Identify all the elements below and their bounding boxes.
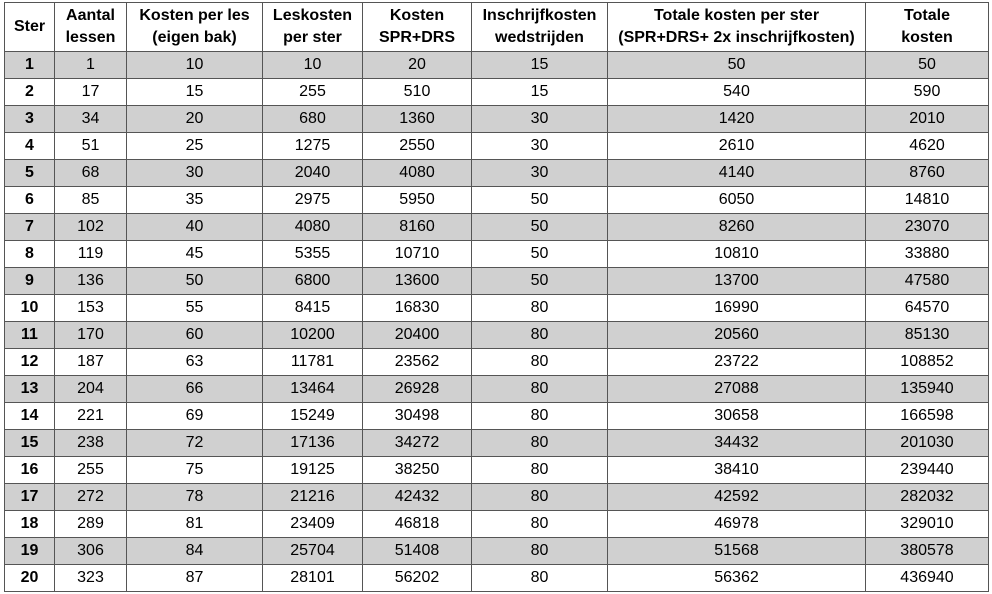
table-row bbox=[5, 457, 989, 484]
cell-leskosten-per-ster: 5355 bbox=[263, 241, 363, 268]
cell-ster: 7 bbox=[5, 214, 55, 241]
header-inschrijfkosten bbox=[472, 3, 608, 52]
cell-inschrijfkosten: 30 bbox=[472, 106, 608, 133]
cell-kosten-spr-drs: 1360 bbox=[363, 106, 472, 133]
cell-inschrijfkosten: 80 bbox=[472, 484, 608, 511]
cell-totale-kosten: 108852 bbox=[866, 349, 989, 376]
cell-ster: 20 bbox=[5, 565, 55, 592]
cell-kosten-spr-drs: 20400 bbox=[363, 322, 472, 349]
cell-leskosten-per-ster: 6800 bbox=[263, 268, 363, 295]
cell-inschrijfkosten: 30 bbox=[472, 133, 608, 160]
header-line: wedstrijden bbox=[495, 29, 584, 46]
header-aantal-lessen bbox=[55, 3, 127, 52]
cell-totale-kosten-per-ster: 4140 bbox=[608, 160, 866, 187]
header-line: Totale bbox=[904, 7, 950, 24]
header-row bbox=[5, 3, 989, 52]
cell-totale-kosten: 282032 bbox=[866, 484, 989, 511]
cell-aantal-lessen: 187 bbox=[55, 349, 127, 376]
cell-inschrijfkosten: 30 bbox=[472, 160, 608, 187]
cell-totale-kosten: 590 bbox=[866, 79, 989, 106]
cell-totale-kosten-per-ster: 16990 bbox=[608, 295, 866, 322]
table-row bbox=[5, 565, 989, 592]
cell-kosten-spr-drs: 46818 bbox=[363, 511, 472, 538]
cell-kosten-spr-drs: 26928 bbox=[363, 376, 472, 403]
cell-totale-kosten: 64570 bbox=[866, 295, 989, 322]
table-row bbox=[5, 241, 989, 268]
cell-leskosten-per-ster: 4080 bbox=[263, 214, 363, 241]
cell-kosten-per-les: 35 bbox=[127, 187, 263, 214]
cell-totale-kosten: 166598 bbox=[866, 403, 989, 430]
cell-leskosten-per-ster: 23409 bbox=[263, 511, 363, 538]
header-line: Kosten per les bbox=[139, 7, 250, 24]
cell-ster: 15 bbox=[5, 430, 55, 457]
cell-kosten-spr-drs: 42432 bbox=[363, 484, 472, 511]
cell-inschrijfkosten: 50 bbox=[472, 268, 608, 295]
header-line: SPR+DRS bbox=[378, 29, 456, 46]
cell-inschrijfkosten: 80 bbox=[472, 349, 608, 376]
cell-totale-kosten: 2010 bbox=[866, 106, 989, 133]
cell-leskosten-per-ster: 8415 bbox=[263, 295, 363, 322]
cell-kosten-spr-drs: 510 bbox=[363, 79, 472, 106]
cell-kosten-spr-drs: 16830 bbox=[363, 295, 472, 322]
table-row bbox=[5, 268, 989, 295]
header-line: Aantal bbox=[66, 7, 115, 24]
cell-totale-kosten-per-ster: 13700 bbox=[608, 268, 866, 295]
cell-ster: 2 bbox=[5, 79, 55, 106]
cost-table-container bbox=[4, 2, 989, 592]
cell-kosten-spr-drs: 8160 bbox=[363, 214, 472, 241]
cell-inschrijfkosten: 80 bbox=[472, 403, 608, 430]
table-row bbox=[5, 322, 989, 349]
cell-aantal-lessen: 255 bbox=[55, 457, 127, 484]
table-row bbox=[5, 349, 989, 376]
header-line: Ster bbox=[13, 18, 46, 35]
cell-kosten-spr-drs: 4080 bbox=[363, 160, 472, 187]
cell-kosten-per-les: 50 bbox=[127, 268, 263, 295]
cell-kosten-per-les: 63 bbox=[127, 349, 263, 376]
header-line: Totale kosten per ster bbox=[653, 7, 820, 24]
cell-totale-kosten: 85130 bbox=[866, 322, 989, 349]
table-row bbox=[5, 538, 989, 565]
cell-kosten-per-les: 84 bbox=[127, 538, 263, 565]
header-line: Leskosten bbox=[272, 7, 353, 24]
cell-totale-kosten-per-ster: 34432 bbox=[608, 430, 866, 457]
table-row bbox=[5, 79, 989, 106]
cell-totale-kosten: 239440 bbox=[866, 457, 989, 484]
cell-aantal-lessen: 289 bbox=[55, 511, 127, 538]
header-line: (eigen bak) bbox=[152, 29, 237, 46]
cell-totale-kosten: 4620 bbox=[866, 133, 989, 160]
header-ster bbox=[5, 3, 55, 52]
cell-kosten-per-les: 40 bbox=[127, 214, 263, 241]
cell-totale-kosten-per-ster: 20560 bbox=[608, 322, 866, 349]
table-row bbox=[5, 295, 989, 322]
cell-totale-kosten-per-ster: 6050 bbox=[608, 187, 866, 214]
cell-leskosten-per-ster: 1275 bbox=[263, 133, 363, 160]
cell-ster: 5 bbox=[5, 160, 55, 187]
table-row bbox=[5, 511, 989, 538]
cell-aantal-lessen: 170 bbox=[55, 322, 127, 349]
cell-aantal-lessen: 136 bbox=[55, 268, 127, 295]
cell-ster: 11 bbox=[5, 322, 55, 349]
cell-ster: 10 bbox=[5, 295, 55, 322]
cell-totale-kosten-per-ster: 23722 bbox=[608, 349, 866, 376]
cell-ster: 1 bbox=[5, 52, 55, 79]
cell-leskosten-per-ster: 15249 bbox=[263, 403, 363, 430]
cell-totale-kosten-per-ster: 46978 bbox=[608, 511, 866, 538]
cell-inschrijfkosten: 80 bbox=[472, 538, 608, 565]
cell-aantal-lessen: 221 bbox=[55, 403, 127, 430]
table-row bbox=[5, 376, 989, 403]
cell-kosten-per-les: 25 bbox=[127, 133, 263, 160]
cell-inschrijfkosten: 80 bbox=[472, 430, 608, 457]
header-line: kosten bbox=[901, 29, 953, 46]
cell-aantal-lessen: 204 bbox=[55, 376, 127, 403]
cell-totale-kosten-per-ster: 2610 bbox=[608, 133, 866, 160]
header-line: (SPR+DRS+ 2x inschrijfkosten) bbox=[618, 29, 855, 46]
cell-kosten-per-les: 20 bbox=[127, 106, 263, 133]
cell-ster: 3 bbox=[5, 106, 55, 133]
cost-table bbox=[4, 2, 989, 592]
cell-kosten-per-les: 78 bbox=[127, 484, 263, 511]
cell-inschrijfkosten: 80 bbox=[472, 295, 608, 322]
cell-kosten-per-les: 55 bbox=[127, 295, 263, 322]
cell-totale-kosten: 329010 bbox=[866, 511, 989, 538]
cell-aantal-lessen: 34 bbox=[55, 106, 127, 133]
cell-totale-kosten-per-ster: 540 bbox=[608, 79, 866, 106]
cell-totale-kosten: 33880 bbox=[866, 241, 989, 268]
cell-aantal-lessen: 102 bbox=[55, 214, 127, 241]
cell-kosten-spr-drs: 2550 bbox=[363, 133, 472, 160]
cell-totale-kosten-per-ster: 10810 bbox=[608, 241, 866, 268]
cell-aantal-lessen: 306 bbox=[55, 538, 127, 565]
cell-totale-kosten-per-ster: 8260 bbox=[608, 214, 866, 241]
table-row bbox=[5, 484, 989, 511]
cell-leskosten-per-ster: 10200 bbox=[263, 322, 363, 349]
cell-ster: 19 bbox=[5, 538, 55, 565]
cell-kosten-spr-drs: 23562 bbox=[363, 349, 472, 376]
cell-kosten-spr-drs: 13600 bbox=[363, 268, 472, 295]
cell-inschrijfkosten: 50 bbox=[472, 214, 608, 241]
cell-ster: 9 bbox=[5, 268, 55, 295]
cell-totale-kosten-per-ster: 1420 bbox=[608, 106, 866, 133]
table-row bbox=[5, 187, 989, 214]
cell-aantal-lessen: 85 bbox=[55, 187, 127, 214]
cell-totale-kosten: 23070 bbox=[866, 214, 989, 241]
cell-totale-kosten: 50 bbox=[866, 52, 989, 79]
cell-inschrijfkosten: 80 bbox=[472, 565, 608, 592]
table-body bbox=[5, 52, 989, 592]
cell-ster: 16 bbox=[5, 457, 55, 484]
cell-aantal-lessen: 1 bbox=[55, 52, 127, 79]
cell-kosten-per-les: 30 bbox=[127, 160, 263, 187]
cell-inschrijfkosten: 15 bbox=[472, 52, 608, 79]
cell-ster: 8 bbox=[5, 241, 55, 268]
table-row bbox=[5, 160, 989, 187]
cell-ster: 14 bbox=[5, 403, 55, 430]
cell-totale-kosten: 47580 bbox=[866, 268, 989, 295]
cell-totale-kosten: 201030 bbox=[866, 430, 989, 457]
cell-leskosten-per-ster: 21216 bbox=[263, 484, 363, 511]
cell-totale-kosten-per-ster: 27088 bbox=[608, 376, 866, 403]
cell-aantal-lessen: 119 bbox=[55, 241, 127, 268]
cell-aantal-lessen: 238 bbox=[55, 430, 127, 457]
cell-kosten-per-les: 69 bbox=[127, 403, 263, 430]
cell-kosten-spr-drs: 5950 bbox=[363, 187, 472, 214]
table-row bbox=[5, 403, 989, 430]
cell-totale-kosten: 436940 bbox=[866, 565, 989, 592]
cell-leskosten-per-ster: 2975 bbox=[263, 187, 363, 214]
cell-kosten-per-les: 66 bbox=[127, 376, 263, 403]
cell-leskosten-per-ster: 11781 bbox=[263, 349, 363, 376]
cell-kosten-spr-drs: 34272 bbox=[363, 430, 472, 457]
cell-kosten-spr-drs: 10710 bbox=[363, 241, 472, 268]
cell-leskosten-per-ster: 680 bbox=[263, 106, 363, 133]
header-totale-kosten-per-ster bbox=[608, 3, 866, 52]
cell-inschrijfkosten: 50 bbox=[472, 187, 608, 214]
cell-totale-kosten-per-ster: 50 bbox=[608, 52, 866, 79]
cell-leskosten-per-ster: 255 bbox=[263, 79, 363, 106]
cell-kosten-per-les: 72 bbox=[127, 430, 263, 457]
table-row bbox=[5, 106, 989, 133]
cell-kosten-per-les: 60 bbox=[127, 322, 263, 349]
cell-inschrijfkosten: 80 bbox=[472, 322, 608, 349]
cell-inschrijfkosten: 80 bbox=[472, 511, 608, 538]
header-kosten-per-les bbox=[127, 3, 263, 52]
cell-ster: 6 bbox=[5, 187, 55, 214]
header-line: per ster bbox=[283, 29, 342, 46]
cell-kosten-spr-drs: 30498 bbox=[363, 403, 472, 430]
cell-kosten-spr-drs: 20 bbox=[363, 52, 472, 79]
cell-leskosten-per-ster: 2040 bbox=[263, 160, 363, 187]
table-row bbox=[5, 430, 989, 457]
cell-totale-kosten-per-ster: 30658 bbox=[608, 403, 866, 430]
cell-kosten-per-les: 10 bbox=[127, 52, 263, 79]
cell-aantal-lessen: 153 bbox=[55, 295, 127, 322]
table-row bbox=[5, 214, 989, 241]
cell-inschrijfkosten: 50 bbox=[472, 241, 608, 268]
cell-ster: 12 bbox=[5, 349, 55, 376]
cell-leskosten-per-ster: 17136 bbox=[263, 430, 363, 457]
cell-leskosten-per-ster: 28101 bbox=[263, 565, 363, 592]
cell-kosten-spr-drs: 38250 bbox=[363, 457, 472, 484]
cell-inschrijfkosten: 15 bbox=[472, 79, 608, 106]
cell-totale-kosten-per-ster: 38410 bbox=[608, 457, 866, 484]
header-totale-kosten bbox=[866, 3, 989, 52]
cell-ster: 13 bbox=[5, 376, 55, 403]
cell-aantal-lessen: 272 bbox=[55, 484, 127, 511]
header-line: lessen bbox=[65, 29, 116, 46]
header-line: Inschrijfkosten bbox=[482, 7, 597, 24]
cell-kosten-per-les: 75 bbox=[127, 457, 263, 484]
cell-kosten-spr-drs: 56202 bbox=[363, 565, 472, 592]
header-kosten-spr-drs bbox=[363, 3, 472, 52]
cell-kosten-spr-drs: 51408 bbox=[363, 538, 472, 565]
cell-aantal-lessen: 68 bbox=[55, 160, 127, 187]
cell-ster: 18 bbox=[5, 511, 55, 538]
cell-leskosten-per-ster: 19125 bbox=[263, 457, 363, 484]
cell-kosten-per-les: 15 bbox=[127, 79, 263, 106]
cell-inschrijfkosten: 80 bbox=[472, 457, 608, 484]
cell-kosten-per-les: 81 bbox=[127, 511, 263, 538]
cell-aantal-lessen: 17 bbox=[55, 79, 127, 106]
cell-aantal-lessen: 51 bbox=[55, 133, 127, 160]
cell-leskosten-per-ster: 10 bbox=[263, 52, 363, 79]
cell-ster: 17 bbox=[5, 484, 55, 511]
cell-leskosten-per-ster: 13464 bbox=[263, 376, 363, 403]
cell-totale-kosten: 380578 bbox=[866, 538, 989, 565]
cell-totale-kosten: 14810 bbox=[866, 187, 989, 214]
cell-ster: 4 bbox=[5, 133, 55, 160]
header-leskosten-per-ster bbox=[263, 3, 363, 52]
cell-kosten-per-les: 45 bbox=[127, 241, 263, 268]
cell-totale-kosten-per-ster: 42592 bbox=[608, 484, 866, 511]
cell-totale-kosten-per-ster: 56362 bbox=[608, 565, 866, 592]
cell-kosten-per-les: 87 bbox=[127, 565, 263, 592]
cell-inschrijfkosten: 80 bbox=[472, 376, 608, 403]
cell-totale-kosten: 8760 bbox=[866, 160, 989, 187]
table-row bbox=[5, 133, 989, 160]
cell-totale-kosten: 135940 bbox=[866, 376, 989, 403]
cell-aantal-lessen: 323 bbox=[55, 565, 127, 592]
cell-leskosten-per-ster: 25704 bbox=[263, 538, 363, 565]
cell-totale-kosten-per-ster: 51568 bbox=[608, 538, 866, 565]
table-row bbox=[5, 52, 989, 79]
header-line: Kosten bbox=[389, 7, 445, 24]
